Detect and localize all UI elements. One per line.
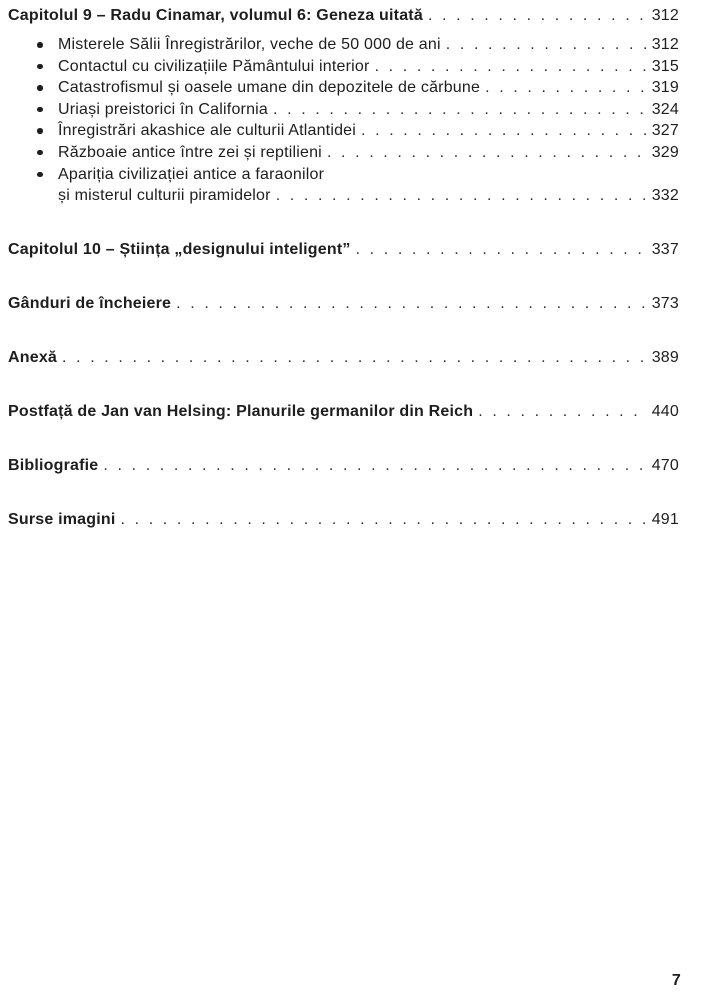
toc-entry-chapter-9 bbox=[8, 5, 679, 27]
toc-page-number: 324 bbox=[651, 100, 679, 118]
toc-sub-entry bbox=[8, 34, 679, 56]
toc-page-number: 327 bbox=[651, 122, 679, 140]
toc-page-number: 440 bbox=[651, 402, 679, 420]
bullet-icon bbox=[37, 64, 43, 70]
toc-sub-entry bbox=[8, 56, 679, 78]
bullet-icon bbox=[37, 107, 43, 113]
dot-leader bbox=[356, 120, 646, 142]
toc-page-number: 329 bbox=[651, 143, 679, 161]
toc-entry-surse-imagini bbox=[8, 509, 679, 531]
toc-page-number: 312 bbox=[651, 7, 679, 24]
toc-sub-entry-row bbox=[58, 34, 679, 56]
toc-sub-entry bbox=[8, 120, 679, 142]
toc-sub-entry-two-line bbox=[8, 164, 679, 207]
dot-leader bbox=[441, 34, 646, 56]
toc-sub-entry-title: Înregistrări akashice ale culturii Atlantidei bbox=[58, 122, 357, 140]
toc-entry-title: Postfață de Jan van Helsing: Planurile germanilor din Reich bbox=[8, 402, 474, 420]
toc-entry-ganduri bbox=[8, 293, 679, 315]
dot-leader bbox=[473, 401, 646, 423]
dot-leader bbox=[322, 142, 646, 164]
toc-page-number: 389 bbox=[651, 348, 679, 366]
toc-sub-entry-title: Contactul cu civilizațiile Pământului interior bbox=[58, 57, 370, 75]
toc-sub-entry-title: Războaie antice între zei și reptilieni bbox=[58, 143, 322, 161]
toc-sub-entry-title: Uriași preistorici în California bbox=[58, 100, 269, 118]
toc-entry-title: Surse imagini bbox=[8, 510, 116, 528]
folio-page-number: 7 bbox=[671, 972, 681, 989]
toc-page-number: 470 bbox=[651, 456, 679, 474]
dot-leader bbox=[171, 293, 646, 315]
toc-sub-entry-row bbox=[58, 142, 679, 164]
toc-page-number: 491 bbox=[651, 510, 679, 528]
toc-sub-entry bbox=[8, 99, 679, 121]
toc-entry-title: Capitolul 9 – Radu Cinamar, volumul 6: Geneza uitată bbox=[8, 7, 423, 24]
dot-leader bbox=[57, 347, 646, 369]
bullet-icon bbox=[37, 150, 43, 156]
toc-page-number: 319 bbox=[651, 79, 679, 97]
toc-sub-entry-row bbox=[58, 56, 679, 78]
dot-leader bbox=[423, 5, 646, 27]
toc-page-number: 315 bbox=[651, 57, 679, 75]
toc-entry-postfata bbox=[8, 401, 679, 423]
toc-page-number: 337 bbox=[651, 240, 679, 258]
toc-entry-title: Gânduri de încheiere bbox=[8, 294, 172, 312]
dot-leader bbox=[268, 99, 646, 121]
toc-sub-entry-row bbox=[58, 120, 679, 142]
dot-leader bbox=[98, 455, 646, 477]
toc-sub-entry-row bbox=[58, 185, 679, 207]
dot-leader bbox=[116, 509, 646, 531]
toc-entry-title: Capitolul 10 – Știința „designului inteligent” bbox=[8, 240, 351, 258]
toc-sub-entry bbox=[8, 142, 679, 164]
toc-sub-entry bbox=[8, 77, 679, 99]
bullet-icon bbox=[37, 85, 43, 91]
dot-leader bbox=[351, 239, 646, 261]
toc-page-number: 373 bbox=[651, 294, 679, 312]
toc-page-number: 332 bbox=[651, 187, 679, 205]
toc-sub-entry-title-line2: și misterul culturii piramidelor bbox=[58, 187, 271, 205]
toc-entry-title: Bibliografie bbox=[8, 456, 99, 474]
toc-sub-entry-row bbox=[58, 77, 679, 99]
toc-entry-anexa bbox=[8, 347, 679, 369]
bullet-icon bbox=[37, 128, 43, 134]
toc-sub-entry-row bbox=[58, 99, 679, 121]
toc-sub-entry-title-line1: Apariția civilizației antice a faraonilor bbox=[58, 165, 325, 183]
dot-leader bbox=[370, 56, 646, 78]
dot-leader bbox=[480, 77, 646, 99]
toc-entry-chapter-10 bbox=[8, 239, 679, 261]
toc-sub-entry-title: Misterele Sălii Înregistrărilor, veche de 50 000 de ani bbox=[58, 36, 441, 53]
toc-entry-title: Anexă bbox=[8, 348, 58, 366]
toc-entry-bibliografie bbox=[8, 455, 679, 477]
dot-leader bbox=[271, 185, 646, 207]
bullet-icon bbox=[37, 172, 43, 178]
toc-sublist-chapter-9 bbox=[8, 34, 679, 207]
bullet-icon bbox=[37, 42, 43, 48]
toc-page-number: 312 bbox=[651, 36, 679, 53]
toc-sub-entry-title: Catastrofismul și oasele umane din depozitele de cărbune bbox=[58, 79, 481, 97]
